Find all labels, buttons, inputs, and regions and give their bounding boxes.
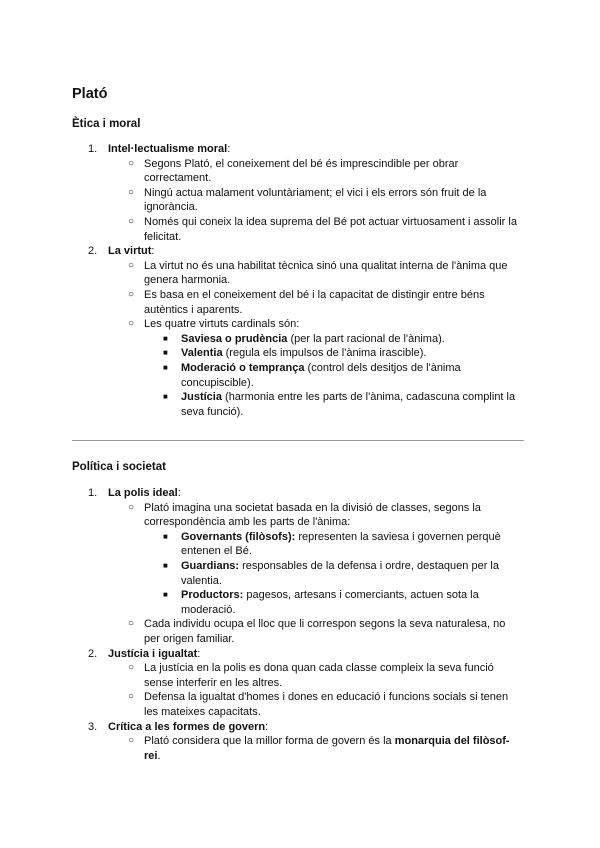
- politics-list: [0, 486, 600, 763]
- virtue-name: Valentia: [181, 347, 223, 360]
- virtue-name: Saviesa o prudència: [181, 332, 288, 345]
- bullet-circle-icon: ○: [128, 662, 135, 674]
- bullet-circle-icon: ○: [128, 501, 135, 513]
- bullet-square-icon: ■: [163, 333, 168, 343]
- class-name: Guardians:: [181, 559, 240, 572]
- list-item: [0, 530, 521, 559]
- list-item: [0, 157, 524, 186]
- bullet-text: La justícia en la polis es dona quan cada classe compleix la seva funció sense interferir en les altres.: [144, 662, 494, 689]
- item-label: Crítica a les formes de govern: [108, 720, 266, 733]
- list-number: 3.: [88, 720, 98, 733]
- item-label: La polis ideal: [108, 487, 178, 499]
- bullet-circle-icon: ○: [128, 735, 135, 747]
- virtue-desc: (control dels desitjos de l'ànima concupiscible).: [181, 361, 461, 389]
- bullet-text: Cada individu ocupa el lloc que li correspon segons la seva naturalesa, no per origen familiar.: [144, 618, 506, 645]
- virtue-name: Justícia: [181, 391, 222, 404]
- list-item: [0, 617, 524, 646]
- virtue-desc: (regula els impulsos de l'ànima irascible).: [222, 347, 427, 360]
- item-suffix: :: [197, 647, 201, 660]
- list-number: 1.: [88, 143, 98, 155]
- section-heading-politics: Política i societat: [72, 461, 166, 473]
- list-item: [0, 661, 524, 690]
- bullet-circle-icon: ○: [128, 157, 135, 169]
- class-desc: pagesos, artesans i comerciants, actuen sota la moderació.: [181, 589, 479, 616]
- list-number: 2.: [88, 245, 98, 258]
- list-item: [0, 559, 521, 588]
- bullet-square-icon: ■: [163, 560, 168, 570]
- list-item-government-critique: [0, 720, 522, 735]
- bullet-square-icon: ■: [163, 392, 168, 402]
- bullet-circle-icon: ○: [128, 618, 135, 630]
- virtue-desc: (per la part racional de l'ànima).: [287, 332, 445, 345]
- list-number: 2.: [88, 647, 98, 660]
- list-item: [0, 186, 524, 215]
- bullet-square-icon: ■: [163, 531, 168, 541]
- bullet-text: Plató imagina una societat basada en la divisió de classes, segons la correspondència amb les parts de l'ànima:: [144, 501, 481, 529]
- list-item-virtue: [0, 244, 522, 259]
- list-item: [0, 332, 521, 347]
- bullet-square-icon: ■: [163, 590, 168, 600]
- list-item-justice: [0, 647, 522, 662]
- list-number: 1.: [88, 487, 98, 499]
- list-item: [0, 690, 524, 719]
- class-desc: responsables de la defensa i ordre, destaquen per la valentia.: [181, 559, 499, 587]
- item-suffix: :: [227, 143, 231, 155]
- list-item: [0, 215, 524, 244]
- bullet-circle-icon: ○: [128, 318, 135, 330]
- list-item: [0, 288, 524, 317]
- item-suffix: :: [265, 720, 269, 733]
- list-item: [0, 361, 521, 390]
- bullet-text: Les quatre virtuts cardinals són:: [144, 318, 300, 331]
- list-item: [0, 259, 524, 288]
- item-suffix: :: [151, 245, 155, 258]
- list-item: [0, 501, 524, 530]
- bullet-text: Només qui coneix la idea suprema del Bé pot actuar virtuosament i assolir la felicitat.: [144, 215, 517, 243]
- class-name: Productors:: [181, 589, 244, 602]
- bullet-text: Plató considera que la millor forma de govern és la: [144, 735, 395, 748]
- class-name: Governants (filòsofs):: [181, 530, 296, 543]
- bullet-text: Es basa en el coneixement del bé i la capacitat de distingir entre béns autèntics i aparents.: [144, 288, 485, 316]
- list-item-intellectualism: [0, 142, 522, 157]
- item-label: Justícia i igualtat: [108, 647, 198, 660]
- bullet-text: La virtut no és una habilitat tècnica sinó una qualitat interna de l'ànima que genera harmonia.: [144, 259, 508, 287]
- bullet-text: Ningú actua malament voluntàriament; el vici i els errors són fruit de la ignorància.: [144, 186, 487, 214]
- virtue-name: Moderació o temprança: [181, 361, 305, 374]
- ethics-list: [0, 142, 600, 419]
- bullet-bold: monarquia del filòsof-rei: [144, 735, 510, 762]
- bullet-square-icon: ■: [163, 362, 168, 372]
- virtue-desc: (harmonia entre les parts de l'ànima, cadascuna complint la seva funció).: [181, 391, 516, 418]
- list-item: [0, 588, 521, 617]
- list-item: [0, 390, 521, 419]
- bullet-circle-icon: ○: [128, 691, 135, 703]
- item-suffix: :: [177, 487, 181, 499]
- list-item-ideal-polis: [0, 486, 522, 501]
- item-label: Intel·lectualisme moral: [108, 143, 228, 155]
- bullet-text: Defensa la igualtat d'homes i dones en educació i funcions socials si tenen les mateixes capacitats.: [144, 691, 509, 718]
- bullet-circle-icon: ○: [128, 186, 135, 198]
- bullet-circle-icon: ○: [128, 259, 135, 271]
- item-label: La virtut: [108, 245, 152, 258]
- class-desc: representen la saviesa i governen perquè entenen el Bé.: [181, 530, 501, 558]
- bullet-circle-icon: ○: [128, 215, 135, 227]
- section-heading-ethics: Ètica i moral: [72, 118, 141, 130]
- list-item: [0, 346, 521, 361]
- bullet-text: Segons Plató, el coneixement del bé és imprescindible per obrar correctament.: [144, 157, 459, 185]
- list-item: [0, 734, 524, 763]
- bullet-circle-icon: ○: [128, 288, 135, 300]
- bullet-end: .: [157, 749, 161, 762]
- horizontal-divider: [72, 440, 524, 441]
- list-item: [0, 317, 524, 332]
- document-title: Plató: [72, 86, 108, 102]
- bullet-square-icon: ■: [163, 348, 168, 358]
